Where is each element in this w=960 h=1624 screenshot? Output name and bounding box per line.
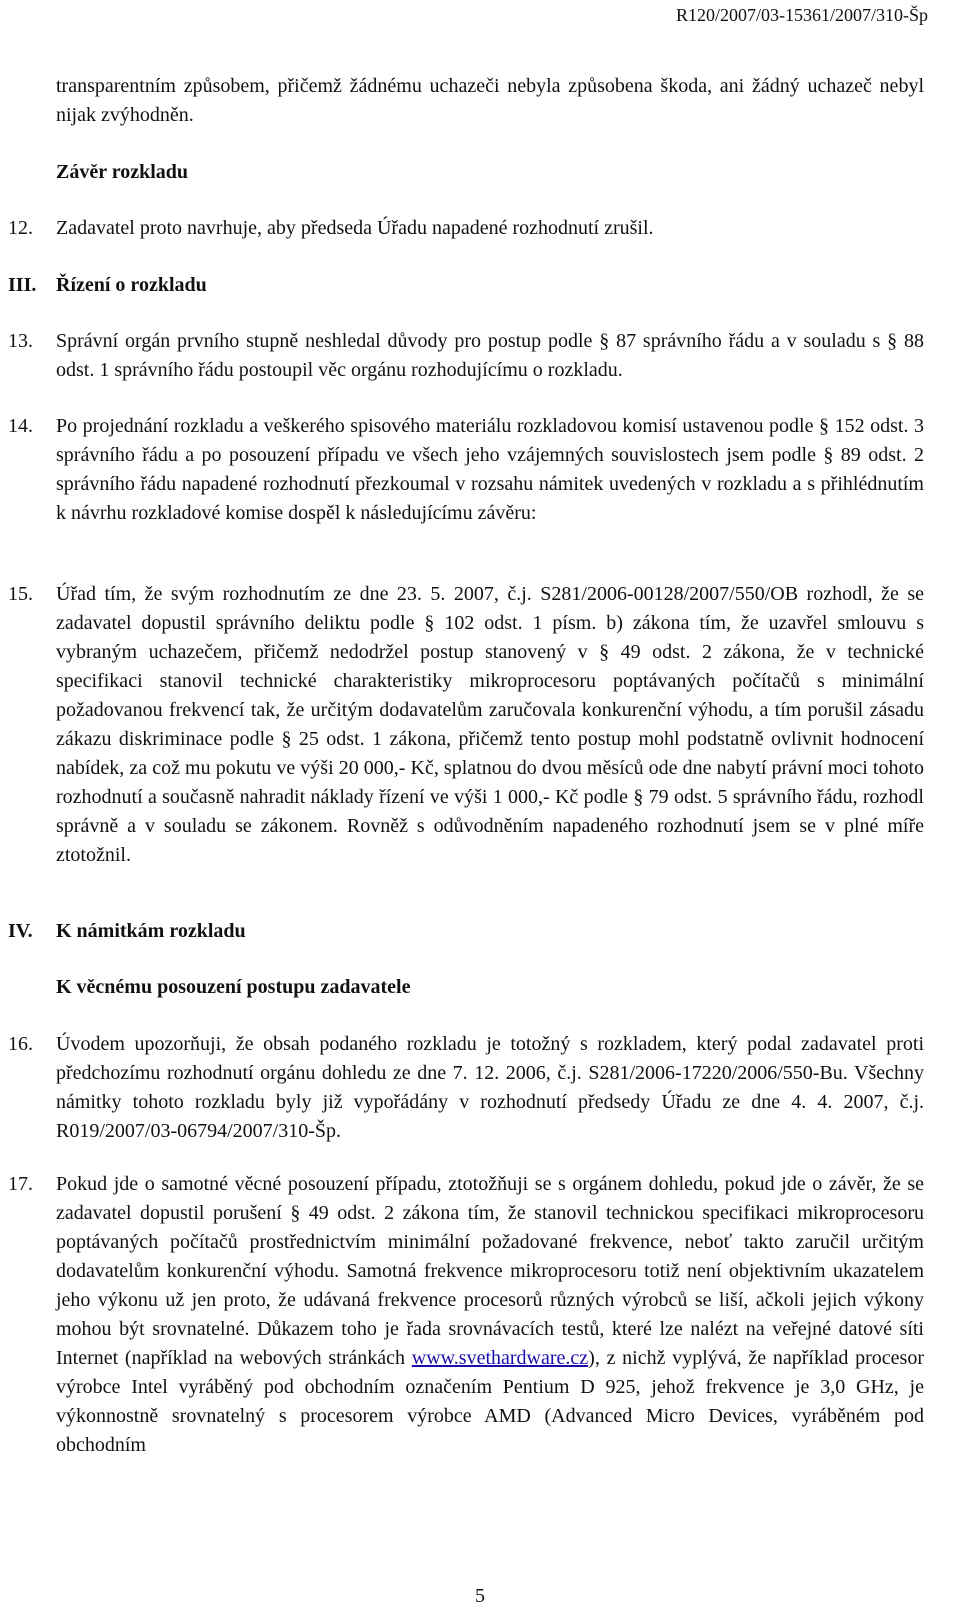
paragraph-17-text-b: ), z nichž vyplývá, že například procesor výrobce Intel vyráběný pod obchodním označením Pentium D 925, jehož frekvence je 3,0 GHz, je výkonnostně srovnatelný s procesorem výrobce AMD (Advanced Micro Devices, vyráběném pod obchodním [56, 1347, 924, 1456]
paragraph-number-17: 17. [8, 1173, 33, 1195]
section-number-iv: IV. [8, 920, 33, 942]
paragraph-15: Úřad tím, že svým rozhodnutím ze dne 23. 5. 2007, č.j. S281/2006-00128/2007/550/OB rozhodl, že se zadavatel dopustil správního deliktu podle § 102 odst. 1 písm. b) zákona tím, že uzavřel smlouvu s vybraným uchazečem, přičemž nedodržel postup stanovený v § 49 odst. 2 zákona, že v technické specifikaci stanovil technické charakteristiky mikroprocesoru poptávaných počítačů s minimální požadovanou frekvencí tak, že určitým dodavatelům zaručovala konkurenční výhodu, a tím porušil zásadu zákazu diskriminace podle § 25 odst. 1 zákona, přičemž tento postup mohl podstatně ovlivnit hodnocení nabídek, za což mu pokutu ve výši 20 000,- Kč, splatnou do dvou měsíců ode dne nabytí právní moci tohoto rozhodnutí a současně nahradit náklady řízení ve výši 1 000,- Kč podle § 79 odst. 5 správního řádu, rozhodl správně a v souladu se zákonem. Rovněž s odůvodněním napadeného rozhodnutí jsem se v plné míře ztotožnil. [56, 583, 924, 866]
paragraph-continuation: transparentním způsobem, přičemž žádnému uchazeči nebyla způsobena škoda, ani žádný uchazeč nebyl nijak zvýhodněn. [56, 75, 924, 126]
conclusion-heading: Závěr rozkladu [56, 161, 189, 183]
paragraph-number-14: 14. [8, 415, 33, 437]
section-number-iii: III. [8, 274, 37, 296]
paragraph-17-text-a: Pokud jde o samotné věcné posouzení případu, ztotožňuji se s orgánem dohledu, pokud jde o závěr, že se zadavatel dopustil porušení § 49 odst. 2 zákona tím, že stanovil technickou specifikaci mikroprocesoru poptávaných počítačů prostřednictvím minimální požadované frekvence, neboť takto zaručil určitým dodavatelům konkurenční výhodu. Samotná frekvence mikroprocesoru totiž není objektivním ukazatelem jeho výkonu už jen proto, že udávaná frekvence procesorů různých výrobců se liší, ačkoli jejich výkony mohou být srovnatelné. Důkazem toho je řada srovnávacích testů, které lze nalézt na veřejné datové síti Internet (například na webových stránkách [56, 1173, 924, 1369]
paragraph-16: Úvodem upozorňuji, že obsah podaného rozkladu je totožný s rozkladem, který podal zadavatel proti předchozímu rozhodnutí orgánu dohledu ze dne 7. 12. 2006, č.j. S281/2006-17220/2006/550-Bu. Všechny námitky tohoto rozkladu byly již vypořádány v rozhodnutí předsedy Úřadu ze dne 4. 4. 2007, č.j. R019/2007/03-06794/2007/310-Šp. [56, 1033, 924, 1142]
paragraph-number-13: 13. [8, 330, 33, 352]
section-title-iii: Řízení o rozkladu [56, 274, 207, 296]
paragraph-number-15: 15. [8, 583, 33, 605]
paragraph-13: Správní orgán prvního stupně neshledal důvody pro postup podle § 87 správního řádu a v souladu s § 88 odst. 1 správního řádu postoupil věc orgánu rozhodujícímu o rozkladu. [56, 330, 924, 381]
paragraph-number-12: 12. [8, 217, 33, 239]
subheading-assessment: K věcnému posouzení postupu zadavatele [56, 976, 411, 998]
page-number: 5 [475, 1585, 485, 1607]
paragraph-17 [56, 1170, 924, 1460]
paragraph-14: Po projednání rozkladu a veškerého spisového materiálu rozkladovou komisí ustavenou podle § 152 odst. 3 správního řádu a po posouzení případu ve všech jeho vzájemných souvislostech jsem podle § 89 odst. 2 správního řádu napadené rozhodnutí přezkoumal v rozsahu námitek uvedených v rozkladu a s přihlédnutím k návrhu rozkladové komise dospěl k následujícímu závěru: [56, 415, 924, 524]
paragraph-number-16: 16. [8, 1033, 33, 1055]
document-reference-header: R120/2007/03-15361/2007/310-Šp [675, 5, 928, 25]
section-title-iv: K námitkám rozkladu [56, 920, 246, 942]
paragraph-12: Zadavatel proto navrhuje, aby předseda Úřadu napadené rozhodnutí zrušil. [56, 217, 654, 239]
svethardware-link[interactable]: www.svethardware.cz [411, 1347, 589, 1369]
